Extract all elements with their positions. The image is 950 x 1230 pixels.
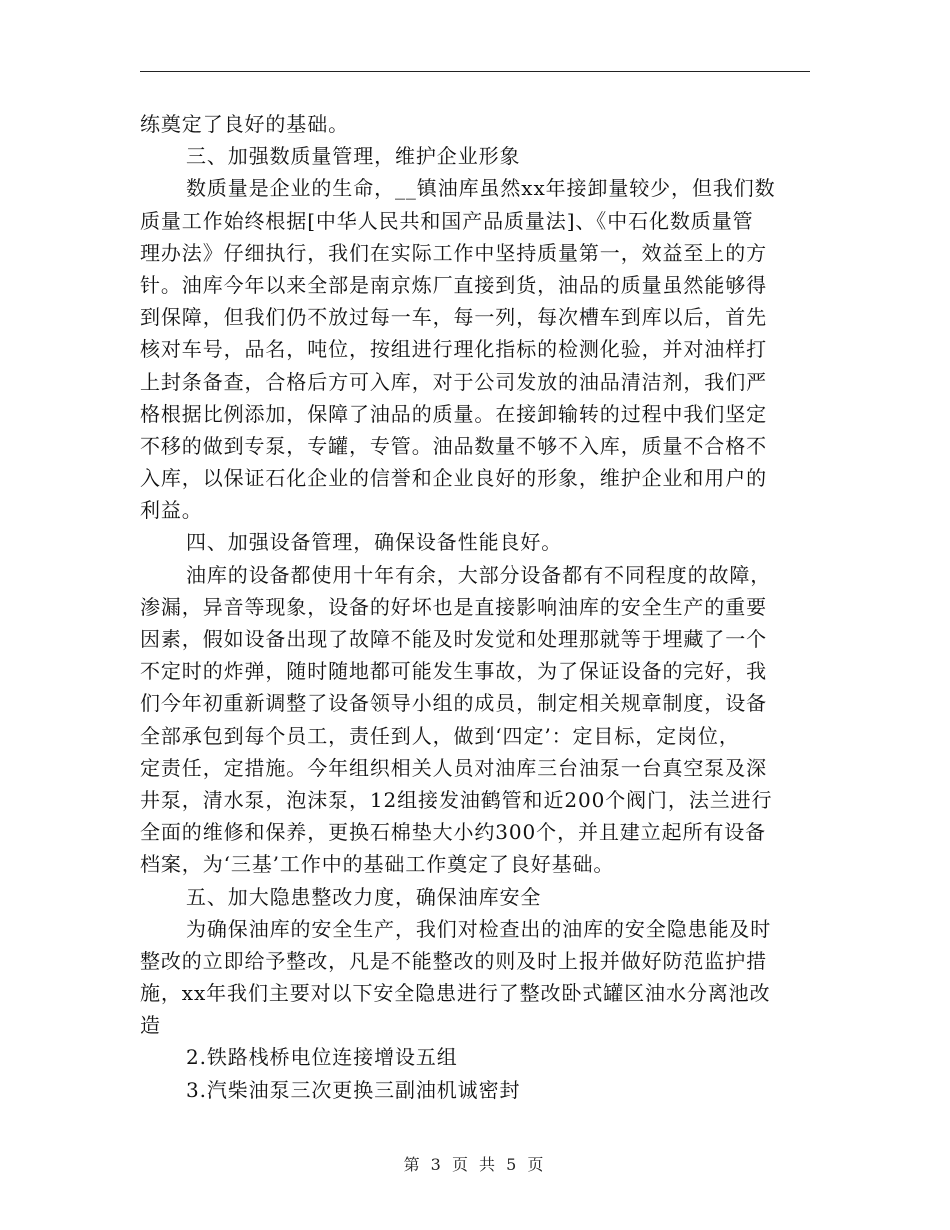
text-line: 质量工作始终根据[中华人民共和国产品质量法]、《中石化数质量管: [140, 208, 754, 233]
text-line: 渗漏，异音等现象，设备的好坏也是直接影响油库的安全生产的重要: [140, 594, 767, 619]
text-line: 理办法》仔细执行，我们在实际工作中坚持质量第一，效益至上的方: [140, 240, 767, 265]
text-line: 3.汽柴油泵三次更换三副油机诚密封: [186, 1077, 521, 1102]
text-line: 施，xx年我们主要对以下安全隐患进行了整改卧式罐区油水分离池改: [140, 981, 771, 1006]
text-line: 全部承包到每个员工，责任到人，做到‘四定’：定目标，定岗位，: [140, 723, 740, 748]
text-line: 三、加强数质量管理，维护企业形象: [186, 144, 521, 169]
text-line: 到保障，但我们仍不放过每一车，每一列，每次槽车到库以后，首先: [140, 305, 767, 330]
text-line: 2.铁路栈桥电位连接增设五组: [186, 1045, 458, 1070]
text-line: 核对车号，品名，吨位，按组进行理化指标的检测化验，并对油样打: [140, 337, 767, 362]
text-line: 针。油库今年以来全部是南京炼厂直接到货，油品的质量虽然能够得: [140, 272, 767, 297]
text-line: 因素，假如设备出现了故障不能及时发觉和处理那就等于埋藏了一个: [140, 627, 767, 651]
text-line: 格根据比例添加，保障了油品的质量。在接卸输转的过程中我们坚定: [140, 401, 767, 426]
text-line: 们今年初重新调整了设备领导小组的成员，制定相关规章制度，设备: [140, 691, 767, 716]
text-line: 五、加大隐患整改力度，确保油库安全: [186, 884, 542, 909]
text-line: 档案，为‘三基’工作中的基础工作奠定了良好基础。: [140, 852, 615, 877]
text-line: 井泵，清水泵，泡沫泵，12组接发油鹤管和近200个阀门，法兰进行: [140, 787, 773, 812]
text-line: 数质量是企业的生命，__镇油库虽然xx年接卸量较少，但我们数: [186, 176, 776, 201]
text-line: 不移的做到专泵，专罐，专管。油品数量不够不入库，质量不合格不: [140, 433, 767, 458]
text-line: 整改的立即给予整改，凡是不能整改的则及时上报并做好防范监护措: [140, 948, 767, 973]
text-line: 全面的维修和保养，更换石棉垫大小约300个，并且建立起所有设备: [140, 820, 767, 845]
text-line: 造: [140, 1013, 161, 1038]
header-rule: [140, 71, 810, 72]
text-line: 定责任，定措施。今年组织相关人员对油库三台油泵一台真空泵及深: [140, 755, 767, 780]
text-line: 入库，以保证石化企业的信誉和企业良好的形象，维护企业和用户的: [140, 466, 767, 491]
page-footer: 第 3 页 共 5 页: [403, 1155, 547, 1174]
text-line: 为确保油库的安全生产，我们对检查出的油库的安全隐患能及时: [186, 916, 772, 941]
text-line: 四、加强设备管理，确保设备性能良好。: [186, 530, 563, 555]
text-line: 油库的设备都使用十年有余，大部分设备都有不同程度的故障，: [186, 562, 772, 587]
text-line: 练奠定了良好的基础。: [140, 112, 349, 136]
text-line: 利益。: [140, 498, 203, 523]
text-line: 不定时的炸弹，随时随地都可能发生事故，为了保证设备的完好，我: [140, 659, 767, 684]
document-body: [140, 108, 820, 1106]
text-line: 上封条备查，合格后方可入库，对于公司发放的油品清洁剂，我们严: [140, 369, 767, 394]
